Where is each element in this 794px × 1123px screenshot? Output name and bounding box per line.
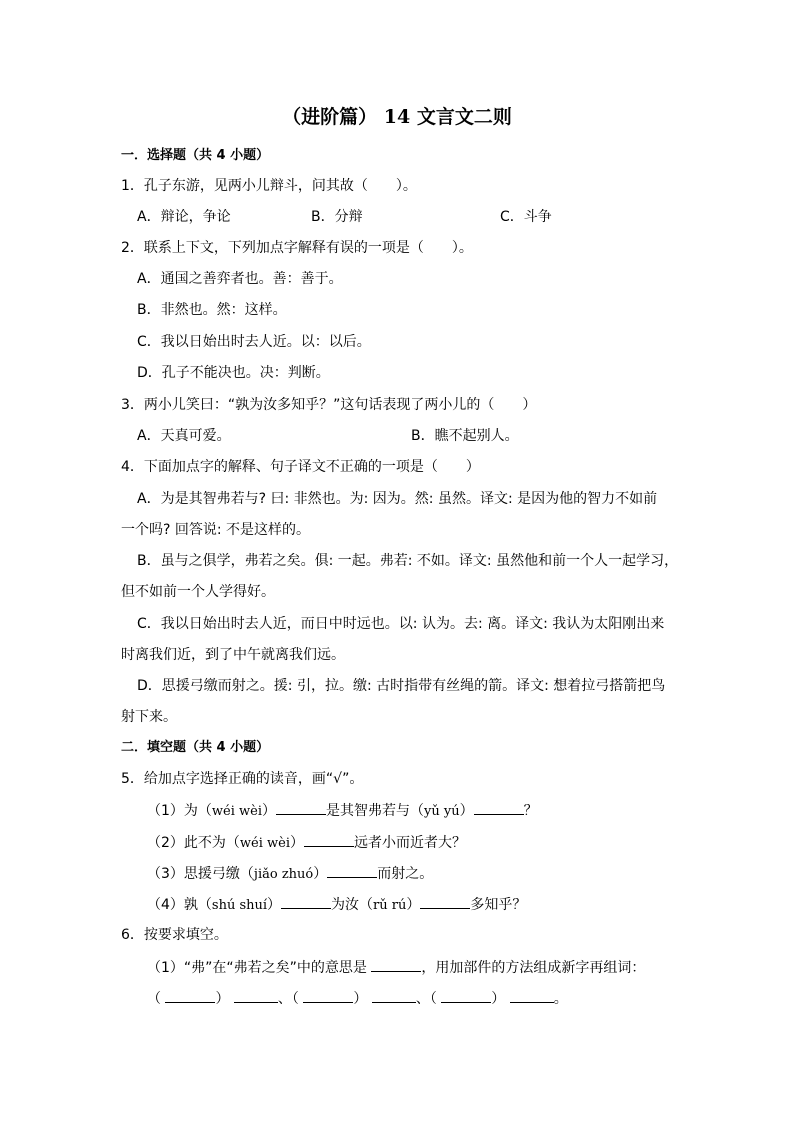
question-2-option-c: C．我以日始出时去人近。以：以后。 bbox=[137, 334, 371, 350]
question-2-option-d: D．孔子不能决也。决：判断。 bbox=[137, 365, 330, 381]
paren-open: （ bbox=[429, 991, 437, 1007]
paren-close: ） bbox=[262, 803, 277, 819]
answer-blank[interactable] bbox=[234, 989, 278, 1003]
question-6-item-2: （ ） 、（ ） 、（ ） 。 bbox=[147, 991, 568, 1007]
question-5-item-2 bbox=[147, 833, 466, 853]
item-1-prefix: （1）为（ bbox=[147, 803, 212, 819]
item-4-text-2: 多知乎？ bbox=[470, 897, 527, 913]
question-4-option-a-line2: 一个吗? 回答说: 不是这样的。 bbox=[121, 522, 311, 538]
question-4-stem: 4．下面加点字的解释、句子译文不正确的一项是（ ） bbox=[121, 459, 480, 475]
item-2-prefix: （2）此不为（ bbox=[147, 835, 240, 851]
item-3-text: 而射之。 bbox=[377, 866, 434, 882]
question-5-stem: 5．给加点字选择正确的读音，画“√”。 bbox=[121, 771, 364, 787]
answer-blank[interactable] bbox=[281, 895, 331, 909]
pinyin-choice: yǔ yú bbox=[424, 804, 460, 819]
question-3-option-a: A．天真可爱。 bbox=[137, 428, 231, 444]
answer-blank[interactable] bbox=[304, 833, 354, 847]
section-heading-fill: 二．填空题（共 4 小题） bbox=[121, 740, 270, 755]
pinyin-choice: rǔ rú bbox=[373, 898, 407, 913]
paren-open: （ bbox=[147, 991, 161, 1007]
question-2-option-a: A．通国之善弈者也。善：善于。 bbox=[137, 271, 343, 287]
question-5-item-3 bbox=[147, 864, 433, 884]
question-4-option-d-line1: D．思援弓缴而射之。援: 引，拉。缴: 古时指带有丝绳的箭。译文: 想着拉弓搭箭把鸟 bbox=[137, 678, 666, 694]
paren-close: ） bbox=[267, 897, 282, 913]
separator: 、 bbox=[277, 991, 292, 1007]
answer-blank[interactable] bbox=[510, 989, 554, 1003]
pinyin-choice: jiǎo zhuó bbox=[253, 867, 314, 882]
question-1-option-b: B．分辩 bbox=[311, 209, 363, 225]
question-4-option-d-line2: 射下来。 bbox=[121, 709, 177, 725]
question-1-stem: 1．孔子东游，见两小儿辩斗，问其故（ ）。 bbox=[121, 178, 417, 194]
question-6-stem: 6．按要求填空。 bbox=[121, 927, 228, 943]
paren-close: ） bbox=[290, 835, 305, 851]
separator: 、 bbox=[415, 991, 430, 1007]
paren-close: ） bbox=[313, 866, 328, 882]
item-4-prefix: （4）孰（ bbox=[147, 897, 212, 913]
pinyin-choice: wéi wèi bbox=[211, 804, 263, 819]
question-6-item-1 bbox=[147, 958, 645, 977]
answer-blank[interactable] bbox=[372, 989, 416, 1003]
paren-close: ） bbox=[215, 991, 230, 1007]
item-1-text: （1）“弗”在“弗若之矣”中的意思是 bbox=[147, 960, 367, 976]
question-5-item-4 bbox=[147, 895, 526, 915]
question-1-option-a: A．辩论，争论 bbox=[137, 209, 231, 225]
question-3-stem: 3．两小儿笑曰：“孰为汝多知乎？”这句话表现了两小儿的（ ） bbox=[121, 397, 537, 413]
item-2-text: 远者小而近者大？ bbox=[354, 835, 467, 851]
paren-close: ） bbox=[459, 803, 474, 819]
item-1-text: 是其智弗若与（ bbox=[326, 803, 425, 819]
question-3-option-b: B．瞧不起别人。 bbox=[411, 428, 519, 444]
question-4-option-a-line1: A．为是其智弗若与? 曰: 非然也。为: 因为。然: 虽然。译文: 是因为他的智力不如前 bbox=[137, 491, 658, 507]
question-4-option-c-line1: C．我以日始出时去人近，而日中时远也。以: 认为。去: 离。译文: 我认为太阳刚出来 bbox=[137, 616, 665, 632]
answer-blank[interactable] bbox=[420, 895, 470, 909]
page-title: （进阶篇） 14 文言文二则 bbox=[282, 106, 512, 128]
item-3-prefix: （3）思援弓缴（ bbox=[147, 866, 254, 882]
paren-close: ） bbox=[491, 991, 506, 1007]
item-1-text-2: ，用加部件的方法组成新字再组词： bbox=[421, 960, 646, 976]
paren-open: （ bbox=[291, 991, 299, 1007]
question-2-option-b: B．非然也。然：这样。 bbox=[137, 302, 287, 318]
question-1-option-c: C．斗争 bbox=[500, 209, 552, 225]
answer-blank[interactable] bbox=[303, 989, 353, 1003]
pinyin-choice: wéi wèi bbox=[239, 836, 291, 851]
question-2-stem: 2．联系上下文，下列加点字解释有误的一项是（ ）。 bbox=[121, 240, 473, 256]
section-heading-choice: 一．选择题（共 4 小题） bbox=[121, 148, 270, 163]
question-5-item-1 bbox=[147, 801, 538, 821]
paren-close: ） bbox=[406, 897, 421, 913]
question-mark: ？ bbox=[523, 803, 538, 819]
item-4-text: 为汝（ bbox=[331, 897, 374, 913]
pinyin-choice: shú shuí bbox=[211, 898, 268, 913]
answer-blank[interactable] bbox=[276, 801, 326, 815]
answer-blank[interactable] bbox=[327, 864, 377, 878]
answer-blank[interactable] bbox=[371, 958, 421, 972]
question-4-option-b-line1: B．虽与之俱学，弗若之矣。俱: 一起。弗若: 不如。译文: 虽然他和前一个人一起学习， bbox=[137, 553, 679, 569]
answer-blank[interactable] bbox=[441, 989, 491, 1003]
answer-blank[interactable] bbox=[474, 801, 524, 815]
paren-close: ） bbox=[353, 991, 368, 1007]
answer-blank[interactable] bbox=[165, 989, 215, 1003]
question-4-option-b-line2: 但不如前一个人学得好。 bbox=[121, 584, 275, 600]
question-4-option-c-line2: 时离我们近，到了中午就离我们远。 bbox=[121, 647, 345, 663]
